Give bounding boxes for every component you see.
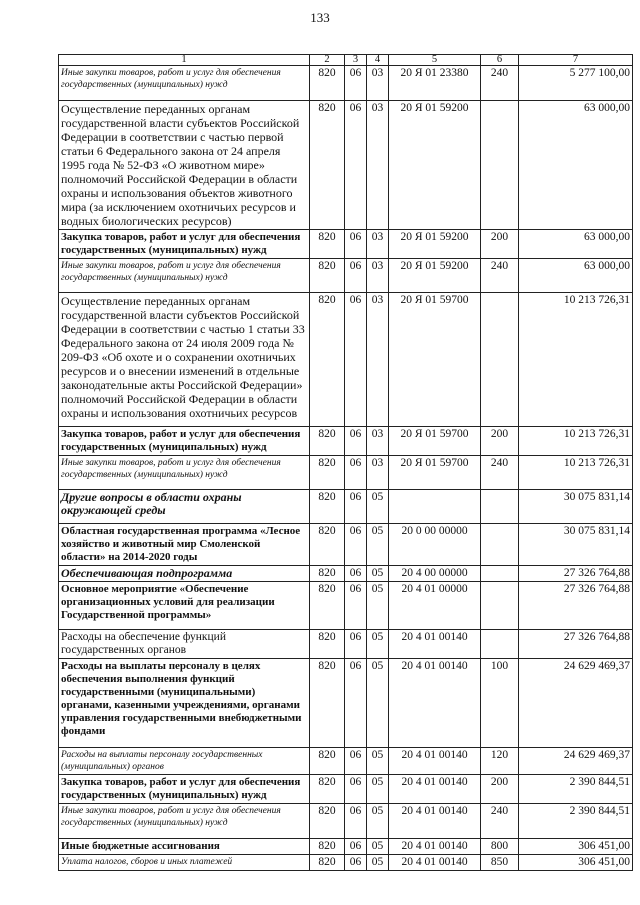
row-name-cell: Расходы на выплаты персоналу в целях обеспечения выполнения функций государственными (муниципальными) органами, казенными учреждениями, органами управления государственными внебюджетными фондами <box>59 659 310 748</box>
row-expense-type-cell: 100 <box>481 659 519 748</box>
table-row <box>59 659 633 748</box>
row-target-article-cell: 20 4 01 00140 <box>389 775 481 804</box>
row-expense-type-cell <box>481 582 519 630</box>
table-row <box>59 582 633 630</box>
row-target-article-cell: 20 Я 01 59200 <box>389 230 481 259</box>
row-subsection-cell: 05 <box>367 839 389 855</box>
table-row <box>59 293 633 427</box>
row-expense-type-cell: 120 <box>481 748 519 775</box>
header-col-1: 1 <box>59 55 310 66</box>
row-section-cell: 06 <box>345 230 367 259</box>
row-expense-type-cell: 240 <box>481 456 519 490</box>
table-header-row <box>59 55 633 66</box>
table-row <box>59 524 633 566</box>
header-col-7: 7 <box>519 55 633 66</box>
row-subsection-cell: 05 <box>367 775 389 804</box>
row-target-article-cell: 20 4 01 00140 <box>389 630 481 659</box>
row-section-cell: 06 <box>345 293 367 427</box>
row-subsection-cell: 05 <box>367 630 389 659</box>
row-admin-code-cell: 820 <box>310 582 345 630</box>
row-subsection-cell: 03 <box>367 456 389 490</box>
row-admin-code-cell: 820 <box>310 855 345 871</box>
budget-table <box>58 54 633 871</box>
row-admin-code-cell: 820 <box>310 630 345 659</box>
row-name-cell: Областная государственная программа «Лесное хозяйство и животный мир Смоленской области» на 2014-2020 годы <box>59 524 310 566</box>
row-expense-type-cell: 800 <box>481 839 519 855</box>
row-target-article-cell: 20 Я 01 59700 <box>389 427 481 456</box>
row-amount-cell: 63 000,00 <box>519 259 633 293</box>
row-name-cell: Иные закупки товаров, работ и услуг для обеспечения государственных (муниципальных) нужд <box>59 456 310 490</box>
row-amount-cell: 27 326 764,88 <box>519 582 633 630</box>
row-expense-type-cell: 200 <box>481 775 519 804</box>
row-target-article-cell: 20 4 01 00000 <box>389 582 481 630</box>
table-row <box>59 101 633 230</box>
row-subsection-cell: 03 <box>367 66 389 101</box>
row-amount-cell: 27 326 764,88 <box>519 566 633 582</box>
row-amount-cell: 2 390 844,51 <box>519 775 633 804</box>
header-col-2: 2 <box>310 55 345 66</box>
row-section-cell: 06 <box>345 855 367 871</box>
table-row <box>59 490 633 524</box>
row-section-cell: 06 <box>345 427 367 456</box>
row-subsection-cell: 03 <box>367 293 389 427</box>
row-amount-cell: 30 075 831,14 <box>519 524 633 566</box>
row-amount-cell: 10 213 726,31 <box>519 293 633 427</box>
row-section-cell: 06 <box>345 456 367 490</box>
row-target-article-cell: 20 0 00 00000 <box>389 524 481 566</box>
row-section-cell: 06 <box>345 775 367 804</box>
row-subsection-cell: 05 <box>367 524 389 566</box>
row-name-cell: Расходы на обеспечение функций государственных органов <box>59 630 310 659</box>
row-name-cell: Основное мероприятие «Обеспечение организационных условий для реализации Государственной программы» <box>59 582 310 630</box>
row-admin-code-cell: 820 <box>310 566 345 582</box>
row-target-article-cell: 20 4 01 00140 <box>389 804 481 839</box>
header-col-3: 3 <box>345 55 367 66</box>
row-expense-type-cell <box>481 524 519 566</box>
row-section-cell: 06 <box>345 566 367 582</box>
table-row <box>59 66 633 101</box>
row-target-article-cell: 20 Я 01 59700 <box>389 456 481 490</box>
row-subsection-cell: 05 <box>367 804 389 839</box>
row-amount-cell: 2 390 844,51 <box>519 804 633 839</box>
row-section-cell: 06 <box>345 101 367 230</box>
row-amount-cell: 306 451,00 <box>519 839 633 855</box>
row-section-cell: 06 <box>345 524 367 566</box>
row-name-cell: Другие вопросы в области охраны окружающей среды <box>59 490 310 524</box>
page-number: 133 <box>310 10 330 25</box>
row-expense-type-cell <box>481 630 519 659</box>
row-subsection-cell: 03 <box>367 101 389 230</box>
row-expense-type-cell: 850 <box>481 855 519 871</box>
row-name-cell: Иные закупки товаров, работ и услуг для обеспечения государственных (муниципальных) нужд <box>59 66 310 101</box>
row-expense-type-cell <box>481 293 519 427</box>
header-col-6: 6 <box>481 55 519 66</box>
row-subsection-cell: 05 <box>367 659 389 748</box>
row-admin-code-cell: 820 <box>310 490 345 524</box>
row-amount-cell: 10 213 726,31 <box>519 456 633 490</box>
table-row <box>59 855 633 871</box>
row-admin-code-cell: 820 <box>310 748 345 775</box>
row-name-cell: Расходы на выплаты персоналу государственных (муниципальных) органов <box>59 748 310 775</box>
table-row <box>59 566 633 582</box>
table-row <box>59 804 633 839</box>
row-admin-code-cell: 820 <box>310 101 345 230</box>
row-section-cell: 06 <box>345 259 367 293</box>
row-target-article-cell: 20 Я 01 59700 <box>389 293 481 427</box>
row-section-cell: 06 <box>345 839 367 855</box>
row-admin-code-cell: 820 <box>310 524 345 566</box>
row-target-article-cell: 20 Я 01 23380 <box>389 66 481 101</box>
row-admin-code-cell: 820 <box>310 659 345 748</box>
row-expense-type-cell <box>481 101 519 230</box>
row-admin-code-cell: 820 <box>310 427 345 456</box>
row-target-article-cell: 20 Я 01 59200 <box>389 101 481 230</box>
row-subsection-cell: 05 <box>367 582 389 630</box>
row-name-cell: Закупка товаров, работ и услуг для обеспечения государственных (муниципальных) нужд <box>59 427 310 456</box>
table-row <box>59 775 633 804</box>
row-target-article-cell: 20 4 01 00140 <box>389 659 481 748</box>
row-target-article-cell: 20 Я 01 59200 <box>389 259 481 293</box>
row-amount-cell: 63 000,00 <box>519 101 633 230</box>
row-admin-code-cell: 820 <box>310 66 345 101</box>
row-amount-cell: 5 277 100,00 <box>519 66 633 101</box>
row-subsection-cell: 05 <box>367 566 389 582</box>
row-target-article-cell: 20 4 00 00000 <box>389 566 481 582</box>
row-amount-cell: 30 075 831,14 <box>519 490 633 524</box>
row-target-article-cell: 20 4 01 00140 <box>389 855 481 871</box>
row-amount-cell: 24 629 469,37 <box>519 659 633 748</box>
table-row <box>59 748 633 775</box>
row-expense-type-cell <box>481 490 519 524</box>
row-admin-code-cell: 820 <box>310 456 345 490</box>
row-target-article-cell: 20 4 01 00140 <box>389 839 481 855</box>
row-expense-type-cell: 240 <box>481 804 519 839</box>
row-admin-code-cell: 820 <box>310 839 345 855</box>
row-admin-code-cell: 820 <box>310 259 345 293</box>
row-expense-type-cell: 240 <box>481 66 519 101</box>
row-expense-type-cell <box>481 566 519 582</box>
row-admin-code-cell: 820 <box>310 293 345 427</box>
row-name-cell: Закупка товаров, работ и услуг для обеспечения государственных (муниципальных) нужд <box>59 230 310 259</box>
header-col-4: 4 <box>367 55 389 66</box>
row-section-cell: 06 <box>345 659 367 748</box>
row-name-cell: Иные бюджетные ассигнования <box>59 839 310 855</box>
row-name-cell: Обеспечивающая подпрограмма <box>59 566 310 582</box>
row-section-cell: 06 <box>345 748 367 775</box>
row-expense-type-cell: 240 <box>481 259 519 293</box>
row-subsection-cell: 05 <box>367 748 389 775</box>
row-expense-type-cell: 200 <box>481 427 519 456</box>
row-name-cell: Иные закупки товаров, работ и услуг для обеспечения государственных (муниципальных) нужд <box>59 259 310 293</box>
row-section-cell: 06 <box>345 630 367 659</box>
row-expense-type-cell: 200 <box>481 230 519 259</box>
row-target-article-cell: 20 4 01 00140 <box>389 748 481 775</box>
row-amount-cell: 27 326 764,88 <box>519 630 633 659</box>
row-name-cell: Осуществление переданных органам государственной власти субъектов Российской Федерации в соответствии с частью первой статьи 6 Федерального закона от 24 апреля 1995 года № 52-ФЗ «О животном мире» полномочий Российской Федерации в области охраны и использования объектов животного мира (за исключением охотничьих ресурсов и водных биологических ресурсов) <box>59 101 310 230</box>
row-subsection-cell: 03 <box>367 427 389 456</box>
row-admin-code-cell: 820 <box>310 230 345 259</box>
row-amount-cell: 24 629 469,37 <box>519 748 633 775</box>
row-target-article-cell <box>389 490 481 524</box>
row-section-cell: 06 <box>345 804 367 839</box>
row-name-cell: Закупка товаров, работ и услуг для обеспечения государственных (муниципальных) нужд <box>59 775 310 804</box>
table-row <box>59 630 633 659</box>
table-row <box>59 259 633 293</box>
row-subsection-cell: 03 <box>367 230 389 259</box>
row-admin-code-cell: 820 <box>310 804 345 839</box>
row-amount-cell: 63 000,00 <box>519 230 633 259</box>
row-name-cell: Иные закупки товаров, работ и услуг для обеспечения государственных (муниципальных) нужд <box>59 804 310 839</box>
row-subsection-cell: 03 <box>367 259 389 293</box>
table-row <box>59 456 633 490</box>
row-name-cell: Осуществление переданных органам государственной власти субъектов Российской Федерации в соответствии с частью 1 статьи 33 Федерального закона от 24 июля 2009 года № 209-ФЗ «Об охоте и о сохранении охотничьих ресурсов и о внесении изменений в отдельные законодательные акты Российской Федерации» полномочий Российской Федерации в области охраны и использования охотничьих ресурсов <box>59 293 310 427</box>
table-body <box>59 66 633 871</box>
table-row <box>59 230 633 259</box>
row-amount-cell: 10 213 726,31 <box>519 427 633 456</box>
row-amount-cell: 306 451,00 <box>519 855 633 871</box>
row-section-cell: 06 <box>345 582 367 630</box>
row-section-cell: 06 <box>345 66 367 101</box>
table-row <box>59 839 633 855</box>
row-section-cell: 06 <box>345 490 367 524</box>
table-row <box>59 427 633 456</box>
row-subsection-cell: 05 <box>367 855 389 871</box>
row-subsection-cell: 05 <box>367 490 389 524</box>
row-name-cell: Уплата налогов, сборов и иных платежей <box>59 855 310 871</box>
header-col-5: 5 <box>389 55 481 66</box>
row-admin-code-cell: 820 <box>310 775 345 804</box>
